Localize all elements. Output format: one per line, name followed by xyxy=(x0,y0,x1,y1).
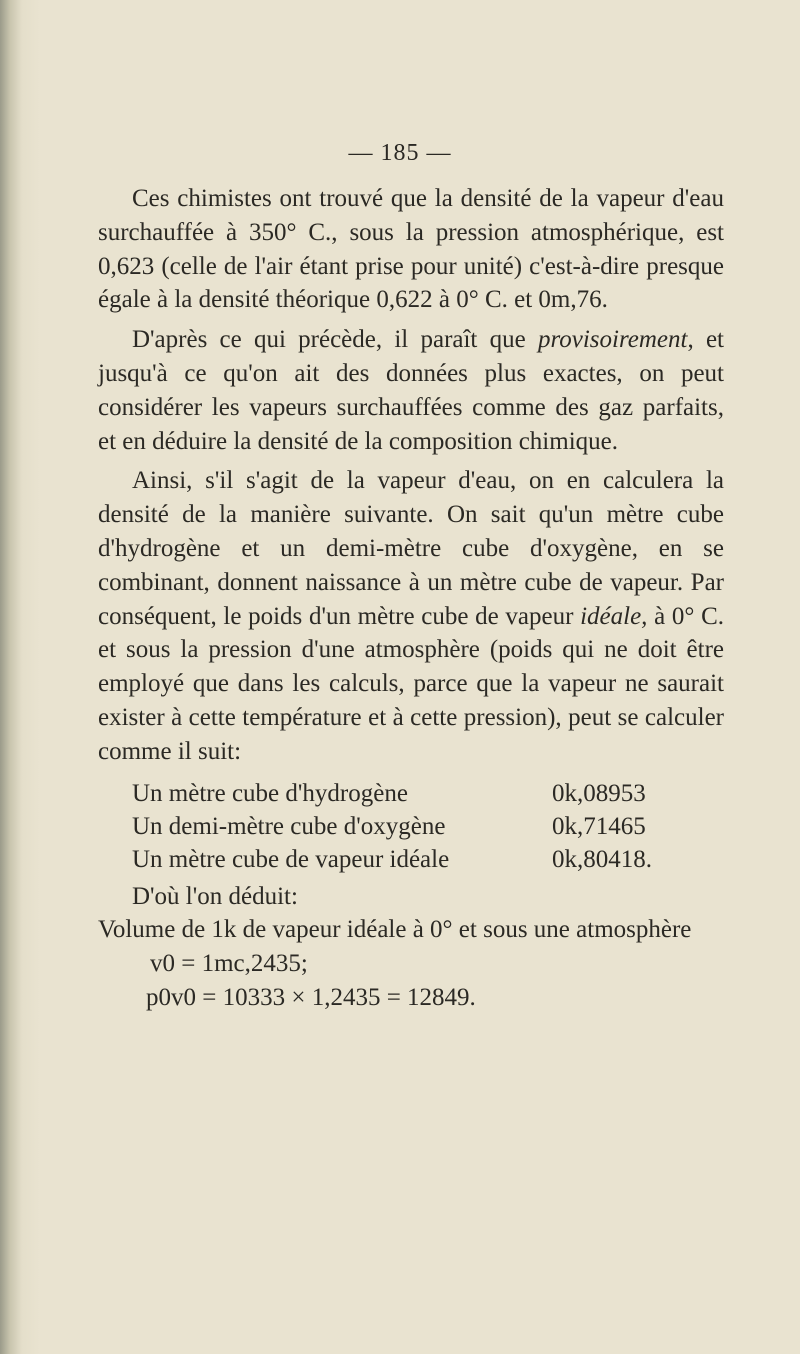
conclusion-intro: D'où l'on déduit: xyxy=(132,882,298,910)
conclusion-line: Volume de 1k de vapeur idéale à 0° et sous une atmosphère xyxy=(98,916,692,944)
table-row-value: 0k,80418. xyxy=(552,845,652,873)
paragraph-3-start: Ainsi, s'il s'agit de la vapeur d'eau, on en calculera la densité de la manière suivante. On sait qu'un mètre cube d'hydrogène et un demi-mètre cube d'oxygène, en se combinant, donnent naissance à un mètre cube de vapeur. Par conséquent, le poids d'un mètre cube de vapeur xyxy=(98,467,724,630)
table-row-label: Un mètre cube d'hydrogène xyxy=(132,779,408,807)
paragraph-2-end: , et jusqu'à ce qu'on ait des données plus exactes, on peut considérer les vapeurs surchauffées comme des gaz parfaits, et en déduire la densité de la composition chimique. xyxy=(98,326,724,455)
page-number: — 185 — xyxy=(348,140,452,166)
table-row xyxy=(132,810,692,843)
body-text xyxy=(98,182,724,1015)
table-row xyxy=(132,843,692,876)
paragraph-3 xyxy=(98,464,724,768)
table-row-label: Un demi-mètre cube d'oxygène xyxy=(132,812,446,840)
table-row xyxy=(132,777,692,810)
paragraph-3-italic: idéale, xyxy=(580,602,648,630)
paragraph-2-italic: provisoirement xyxy=(537,326,688,354)
table-row-value: 0k,71465 xyxy=(552,812,646,840)
equation-product: p0v0 = 10333 × 1,2435 = 12849. xyxy=(146,984,476,1012)
paragraph-2 xyxy=(98,323,724,458)
paragraph-3-end: à 0° C. et sous la pression d'une atmosphère (poids qui ne doit être employé que dans les calculs, parce que la vapeur ne saurait exister à cette température et à cette pression), peut se calculer comme il suit: xyxy=(98,602,724,765)
conclusion-block xyxy=(98,880,724,1016)
table-row-value: 0k,08953 xyxy=(552,779,646,807)
weights-table xyxy=(132,777,692,876)
table-row-label: Un mètre cube de vapeur idéale xyxy=(132,845,450,873)
paragraph-2-start: D'après ce qui précède, il paraît que xyxy=(132,326,538,354)
equation-volume: v0 = 1mc,2435; xyxy=(150,950,308,978)
paragraph-1: Ces chimistes ont trouvé que la densité de la vapeur d'eau surchauffée à 350° C., sous la pression atmosphérique, est 0,623 (celle de l'air étant prise pour unité) c'est-à-dire presque égale à la densité théorique 0,622 à 0° C. et 0m,76. xyxy=(98,185,724,314)
